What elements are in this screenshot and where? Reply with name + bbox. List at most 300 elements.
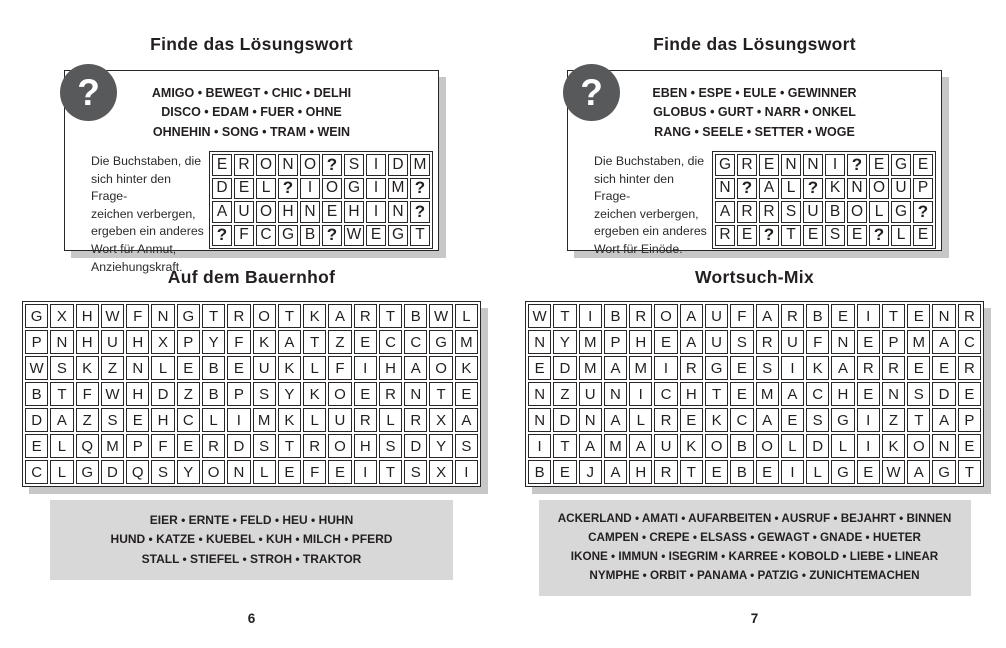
letter-cell: E — [869, 154, 889, 176]
letter-cell: B — [730, 434, 753, 458]
letter-cell: E — [756, 460, 779, 484]
letter-cell: S — [781, 201, 801, 223]
word-list — [65, 84, 438, 142]
letter-cell: N — [151, 304, 174, 328]
letter-cell: I — [781, 460, 804, 484]
letter-cell: U — [705, 330, 728, 354]
letter-cell: L — [303, 408, 326, 432]
letter-cell: L — [202, 408, 225, 432]
letter-cell: I — [579, 304, 602, 328]
letter-cell: A — [715, 201, 735, 223]
question-mark-cell: ? — [803, 178, 823, 200]
letter-cell: S — [379, 434, 402, 458]
letter-cell: X — [429, 408, 452, 432]
letter-cell: X — [429, 460, 452, 484]
letter-cell: K — [705, 408, 728, 432]
box-row — [568, 151, 941, 258]
letter-cell: E — [553, 460, 576, 484]
letter-cell: N — [388, 201, 408, 223]
letter-cell: C — [730, 408, 753, 432]
letter-cell: R — [202, 434, 225, 458]
letter-cell: H — [680, 382, 703, 406]
letter-cell: E — [759, 154, 779, 176]
letter-cell: P — [227, 382, 250, 406]
letter-cell: B — [202, 356, 225, 380]
letter-cell: U — [803, 201, 823, 223]
letter-cell: T — [410, 225, 430, 247]
letter-cell: R — [756, 330, 779, 354]
letter-cell: E — [803, 225, 823, 247]
letter-cell: N — [300, 201, 320, 223]
letter-cell: E — [907, 304, 930, 328]
page-number: 7 — [750, 611, 759, 626]
wordsearch-title: Auf dem Bauernhof — [167, 267, 336, 287]
word-list-line: NYMPHE • ORBIT • PANAMA • PATZIG • ZUNICHTEMACHEN — [589, 568, 920, 582]
question-mark-cell: ? — [759, 225, 779, 247]
letter-cell: P — [958, 408, 981, 432]
letter-cell: N — [781, 154, 801, 176]
letter-cell: M — [629, 356, 652, 380]
letter-cell: Z — [76, 408, 99, 432]
letter-cell: R — [715, 225, 735, 247]
letter-cell: A — [629, 434, 652, 458]
instruction-line: zeichen verbergen, — [594, 206, 699, 221]
letter-cell: G — [278, 225, 298, 247]
letter-cell: F — [151, 434, 174, 458]
letter-cell: R — [354, 304, 377, 328]
letter-cell: C — [654, 382, 677, 406]
letter-cell: R — [882, 356, 905, 380]
question-mark-cell: ? — [212, 225, 232, 247]
letter-cell: D — [553, 356, 576, 380]
wordsearch-grid — [525, 301, 984, 487]
letter-cell: S — [101, 408, 124, 432]
solution-puzzle-box — [567, 70, 942, 257]
letter-cell: O — [256, 154, 276, 176]
letter-cell: H — [151, 408, 174, 432]
letter-cell: W — [101, 304, 124, 328]
instruction-line: Die Buchstaben, die — [91, 154, 202, 169]
letter-cell: K — [303, 382, 326, 406]
letter-cell: L — [629, 408, 652, 432]
letter-cell: K — [455, 356, 478, 380]
word-list-line: RANG • SEELE • SETTER • WOGE — [654, 124, 855, 139]
letter-cell: E — [737, 225, 757, 247]
letter-cell: T — [781, 225, 801, 247]
question-mark-cell: ? — [410, 178, 430, 200]
letter-cell: C — [958, 330, 981, 354]
letter-cell: D — [404, 434, 427, 458]
instruction-line: ergeben ein anderes — [91, 224, 204, 239]
letter-cell: L — [50, 434, 73, 458]
letter-cell: Z — [328, 330, 351, 354]
letter-cell: G — [76, 460, 99, 484]
letter-cell: D — [25, 408, 48, 432]
letter-cell: N — [528, 330, 551, 354]
letter-cell: R — [404, 408, 427, 432]
letter-cell: B — [300, 225, 320, 247]
letter-cell: U — [579, 382, 602, 406]
word-list — [568, 84, 941, 142]
word-list-line: ACKERLAND • AMATI • AUFARBEITEN • AUSRUF • BEJAHRT • BINNEN — [557, 512, 952, 525]
letter-cell: K — [253, 330, 276, 354]
letter-cell: E — [177, 434, 200, 458]
letter-cell: S — [50, 356, 73, 380]
letter-cell: I — [825, 154, 845, 176]
letter-cell: H — [126, 330, 149, 354]
letter-cell: H — [629, 460, 652, 484]
letter-cell: N — [528, 408, 551, 432]
letter-cell: U — [234, 201, 254, 223]
word-list-line: DISCO • EDAM • FUER • OHNE — [161, 105, 342, 120]
question-mark-cell: ? — [869, 225, 889, 247]
letter-cell: E — [278, 460, 301, 484]
letter-cell: X — [50, 304, 73, 328]
word-list-line: OHNEHIN • SONG • TRAM • WEIN — [152, 124, 351, 139]
letter-cell: F — [227, 330, 250, 354]
letter-cell: S — [151, 460, 174, 484]
letter-cell: O — [202, 460, 225, 484]
letter-cell: I — [654, 356, 677, 380]
letter-cell: Z — [177, 382, 200, 406]
letter-cell: E — [847, 225, 867, 247]
question-mark-cell: ? — [913, 201, 933, 223]
letter-cell: N — [847, 178, 867, 200]
letter-cell: Y — [429, 434, 452, 458]
letter-cell: T — [50, 382, 73, 406]
letter-cell: N — [715, 178, 735, 200]
letter-cell: M — [756, 382, 779, 406]
letter-cell: C — [806, 382, 829, 406]
solution-puzzle-box — [64, 70, 439, 274]
question-mark-icon: ? — [563, 64, 620, 121]
instruction-line: sich hinter den Frage- — [594, 171, 674, 204]
letter-cell: R — [654, 408, 677, 432]
letter-cell: N — [882, 382, 905, 406]
letter-cell: R — [654, 460, 677, 484]
letter-cell: U — [253, 356, 276, 380]
page-number: 6 — [247, 611, 256, 626]
letter-cell: R — [354, 408, 377, 432]
letter-cell: D — [806, 434, 829, 458]
question-mark-icon: ? — [60, 64, 117, 121]
letter-cell: P — [177, 330, 200, 354]
letter-cell: A — [831, 356, 854, 380]
letter-cell: E — [654, 330, 677, 354]
letter-cell: R — [737, 154, 757, 176]
puzzle-title: Finde das Lösungswort — [150, 34, 353, 54]
letter-cell: O — [654, 304, 677, 328]
letter-cell: O — [328, 434, 351, 458]
letter-cell: O — [869, 178, 889, 200]
letter-cell: A — [604, 356, 627, 380]
letter-cell: S — [806, 408, 829, 432]
letter-cell: U — [101, 330, 124, 354]
letter-cell: J — [579, 460, 602, 484]
letter-cell: U — [654, 434, 677, 458]
letter-cell: W — [101, 382, 124, 406]
letter-cell: E — [730, 382, 753, 406]
letter-cell: N — [50, 330, 73, 354]
letter-cell: P — [913, 178, 933, 200]
letter-cell: M — [455, 330, 478, 354]
letter-cell: R — [629, 304, 652, 328]
letter-cell: I — [366, 201, 386, 223]
letter-cell: E — [857, 330, 880, 354]
letter-cell: E — [354, 382, 377, 406]
letter-cell: W — [25, 356, 48, 380]
letter-cell: Q — [126, 460, 149, 484]
letter-cell: F — [328, 356, 351, 380]
letter-cell: E — [831, 304, 854, 328]
puzzle-title: Finde das Lösungswort — [653, 34, 856, 54]
letter-cell: B — [202, 382, 225, 406]
letter-cell: W — [528, 304, 551, 328]
letter-cell: Y — [553, 330, 576, 354]
letter-cell: B — [25, 382, 48, 406]
letter-cell: H — [831, 382, 854, 406]
letter-cell: N — [604, 382, 627, 406]
letter-cell: T — [379, 304, 402, 328]
letter-cell: D — [553, 408, 576, 432]
letter-cell: O — [847, 201, 867, 223]
letter-cell: F — [730, 304, 753, 328]
letter-cell: E — [354, 330, 377, 354]
question-mark-cell: ? — [410, 201, 430, 223]
letter-cell: S — [756, 356, 779, 380]
wordsearch-title: Wortsuch-Mix — [695, 267, 814, 287]
letter-cell: E — [730, 356, 753, 380]
letter-cell: T — [379, 460, 402, 484]
letter-cell: L — [831, 434, 854, 458]
wordsearch-word-list — [539, 500, 971, 596]
letter-cell: I — [629, 382, 652, 406]
letter-cell: A — [932, 408, 955, 432]
letter-cell: C — [404, 330, 427, 354]
letter-cell: E — [932, 356, 955, 380]
letter-cell: N — [227, 460, 250, 484]
letter-cell: O — [705, 434, 728, 458]
letter-cell: K — [303, 304, 326, 328]
letter-cell: G — [831, 460, 854, 484]
letter-cell: A — [932, 330, 955, 354]
letter-cell: E — [328, 460, 351, 484]
question-mark-cell: ? — [847, 154, 867, 176]
letter-cell: E — [958, 434, 981, 458]
letter-cell: N — [932, 434, 955, 458]
letter-cell: A — [278, 330, 301, 354]
letter-cell: G — [25, 304, 48, 328]
letter-cell: A — [680, 304, 703, 328]
letter-cell: A — [50, 408, 73, 432]
letter-cell: N — [831, 330, 854, 354]
letter-cell: S — [455, 434, 478, 458]
letter-cell: U — [705, 304, 728, 328]
letter-cell: O — [429, 356, 452, 380]
letter-cell: D — [227, 434, 250, 458]
letter-cell: S — [404, 460, 427, 484]
letter-cell: T — [202, 304, 225, 328]
letter-cell: A — [604, 460, 627, 484]
letter-cell: A — [212, 201, 232, 223]
letter-cell: Z — [882, 408, 905, 432]
wordsearch-word-list — [50, 500, 453, 580]
word-list-line: HUND • KATZE • KUEBEL • KUH • MILCH • PFERD — [110, 532, 393, 547]
letter-cell: B — [528, 460, 551, 484]
letter-cell: P — [126, 434, 149, 458]
letter-cell: B — [604, 304, 627, 328]
letter-cell: E — [366, 225, 386, 247]
letter-cell: L — [253, 460, 276, 484]
letter-cell: G — [344, 178, 364, 200]
letter-cell: E — [907, 356, 930, 380]
letter-cell: I — [354, 460, 377, 484]
word-list-line: STALL • STIEFEL • STROH • TRAKTOR — [141, 551, 362, 566]
instruction-line: Wort für Einöde. — [594, 242, 683, 257]
letter-cell: W — [882, 460, 905, 484]
letter-cell: C — [256, 225, 276, 247]
letter-cell: H — [76, 330, 99, 354]
letter-cell: Q — [76, 434, 99, 458]
letter-cell: H — [354, 434, 377, 458]
letter-cell: L — [50, 460, 73, 484]
word-list-line: CAMPEN • CREPE • ELSASS • GEWAGT • GNADE • HUETER — [588, 530, 921, 544]
letter-cell: E — [913, 225, 933, 247]
letter-cell: S — [253, 382, 276, 406]
letter-cell: K — [278, 356, 301, 380]
letter-cell: F — [303, 460, 326, 484]
letter-cell: D — [388, 154, 408, 176]
question-mark-cell: ? — [322, 154, 342, 176]
letter-cell: T — [882, 304, 905, 328]
letter-cell: I — [300, 178, 320, 200]
letter-cell: E — [958, 382, 981, 406]
letter-cell: M — [410, 154, 430, 176]
letter-cell: G — [715, 154, 735, 176]
letter-cell: R — [303, 434, 326, 458]
letter-cell: T — [705, 382, 728, 406]
letter-cell: E — [857, 382, 880, 406]
letter-cell: Z — [101, 356, 124, 380]
letter-cell: E — [177, 356, 200, 380]
letter-cell: Y — [202, 330, 225, 354]
letter-cell: E — [528, 356, 551, 380]
letter-cell: R — [234, 154, 254, 176]
letter-cell: N — [278, 154, 298, 176]
letter-cell: C — [177, 408, 200, 432]
box-row — [65, 151, 438, 276]
letter-cell: U — [781, 330, 804, 354]
letter-cell: K — [680, 434, 703, 458]
letter-cell: T — [303, 330, 326, 354]
word-list-line: IKONE • IMMUN • ISEGRIM • KARREE • KOBOLD • LIEBE • LINEAR — [570, 549, 939, 563]
letter-cell: T — [958, 460, 981, 484]
letter-cell: P — [882, 330, 905, 354]
letter-cell: R — [857, 356, 880, 380]
letter-cell: O — [253, 304, 276, 328]
letter-cell: T — [278, 304, 301, 328]
instruction-line: sich hinter den Frage- — [91, 171, 171, 204]
instruction-text — [91, 151, 209, 276]
letter-cell: W — [429, 304, 452, 328]
letter-cell: N — [579, 408, 602, 432]
letter-cell: A — [579, 434, 602, 458]
letter-cell: R — [680, 356, 703, 380]
letter-cell: S — [730, 330, 753, 354]
letter-cell: C — [379, 330, 402, 354]
letter-cell: M — [907, 330, 930, 354]
letter-cell: K — [825, 178, 845, 200]
letter-cell: A — [756, 304, 779, 328]
instruction-line: Anziehungskraft. — [91, 259, 183, 274]
letter-cell: M — [101, 434, 124, 458]
letter-cell: D — [101, 460, 124, 484]
letter-cell: D — [212, 178, 232, 200]
letter-cell: A — [328, 304, 351, 328]
letter-cell: H — [379, 356, 402, 380]
letter-cell: E — [705, 460, 728, 484]
letter-cell: B — [806, 304, 829, 328]
letter-cell: I — [857, 434, 880, 458]
letter-cell: L — [151, 356, 174, 380]
letter-cell: E — [227, 356, 250, 380]
question-mark-cell: ? — [278, 178, 298, 200]
letter-cell: A — [455, 408, 478, 432]
letter-cell: T — [553, 304, 576, 328]
letter-cell: L — [256, 178, 276, 200]
letter-cell: I — [528, 434, 551, 458]
letter-cell: S — [825, 225, 845, 247]
letter-cell: I — [781, 356, 804, 380]
letter-cell: L — [455, 304, 478, 328]
wordsearch-grid — [22, 301, 481, 487]
letter-cell: E — [455, 382, 478, 406]
letter-cell: D — [932, 382, 955, 406]
letter-cell: L — [379, 408, 402, 432]
letter-cell: P — [604, 330, 627, 354]
letter-cell: G — [705, 356, 728, 380]
instruction-line: Wort für Anmut, — [91, 242, 177, 257]
question-mark-cell: ? — [737, 178, 757, 200]
letter-cell: F — [76, 382, 99, 406]
letter-cell: N — [803, 154, 823, 176]
letter-cell: S — [253, 434, 276, 458]
letter-cell: M — [604, 434, 627, 458]
letter-cell: K — [278, 408, 301, 432]
letter-cell: X — [151, 330, 174, 354]
letter-cell: M — [579, 356, 602, 380]
letter-cell: C — [25, 460, 48, 484]
letter-cell: D — [151, 382, 174, 406]
letter-cell: K — [76, 356, 99, 380]
letter-cell: F — [806, 330, 829, 354]
letter-cell: L — [781, 178, 801, 200]
letter-cell: F — [126, 304, 149, 328]
letter-cell: G — [429, 330, 452, 354]
letter-cell: O — [322, 178, 342, 200]
letter-cell: K — [806, 356, 829, 380]
letter-cell: N — [126, 356, 149, 380]
letter-cell: F — [234, 225, 254, 247]
letter-cell: R — [759, 201, 779, 223]
letter-cell: E — [126, 408, 149, 432]
question-mark-cell: ? — [322, 225, 342, 247]
letter-cell: O — [907, 434, 930, 458]
letter-cell: W — [344, 225, 364, 247]
letter-cell: E — [25, 434, 48, 458]
letter-cell: I — [857, 408, 880, 432]
letter-cell: R — [227, 304, 250, 328]
